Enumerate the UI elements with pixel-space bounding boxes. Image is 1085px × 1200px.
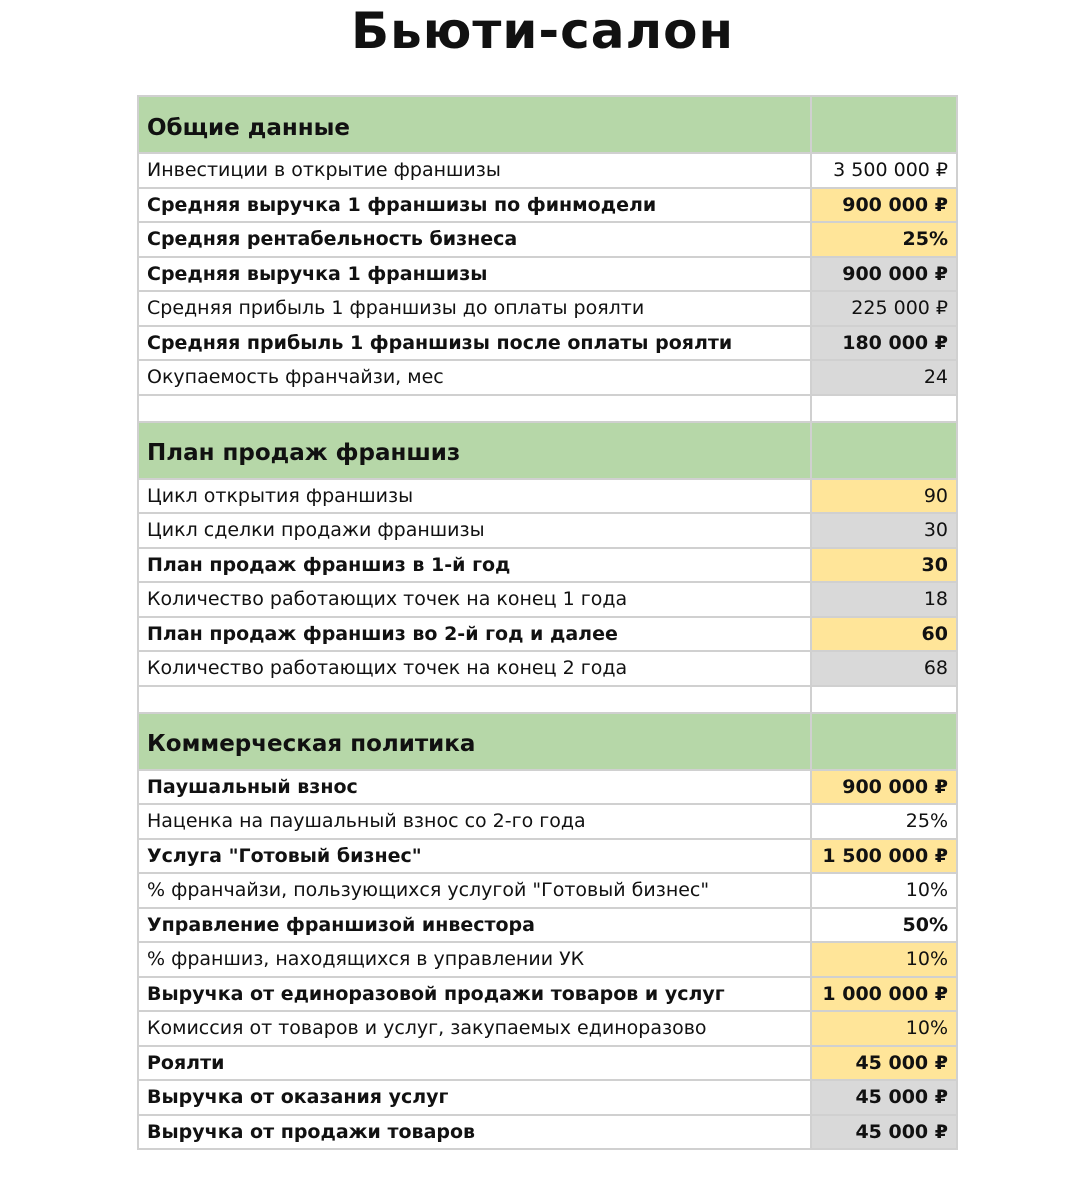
- row-value[interactable]: 900 000 ₽: [811, 257, 957, 292]
- section-header-value: [811, 422, 957, 479]
- row-label: % франшиз, находящихся в управлении УК: [138, 942, 811, 977]
- row-label: Выручка от оказания услуг: [138, 1080, 811, 1115]
- row-value[interactable]: 1 000 000 ₽: [811, 977, 957, 1012]
- row-value[interactable]: 25%: [811, 804, 957, 839]
- table-row: [138, 651, 957, 686]
- row-value[interactable]: 10%: [811, 942, 957, 977]
- table-row: [138, 291, 957, 326]
- row-label: Комиссия от товаров и услуг, закупаемых единоразово: [138, 1011, 811, 1046]
- row-label: Паушальный взнос: [138, 770, 811, 805]
- section-header: [138, 422, 957, 479]
- row-label: Средняя прибыль 1 франшизы до оплаты роялти: [138, 291, 811, 326]
- table-row: [138, 804, 957, 839]
- row-label: Цикл сделки продажи франшизы: [138, 513, 811, 548]
- row-label: Количество работающих точек на конец 1 года: [138, 582, 811, 617]
- spacer-row: [138, 686, 957, 713]
- row-label: Наценка на паушальный взнос со 2-го года: [138, 804, 811, 839]
- empty-cell: [138, 686, 811, 713]
- row-value[interactable]: 45 000 ₽: [811, 1115, 957, 1150]
- row-value[interactable]: 24: [811, 360, 957, 395]
- row-value[interactable]: 30: [811, 513, 957, 548]
- row-label: Выручка от продажи товаров: [138, 1115, 811, 1150]
- row-value[interactable]: 10%: [811, 1011, 957, 1046]
- row-label: Услуга "Готовый бизнес": [138, 839, 811, 874]
- section-header: [138, 713, 957, 770]
- table-row: [138, 1115, 957, 1150]
- table-row: [138, 513, 957, 548]
- table-row: [138, 582, 957, 617]
- table-row: [138, 1046, 957, 1081]
- table-row: [138, 873, 957, 908]
- table-row: [138, 942, 957, 977]
- row-value[interactable]: 1 500 000 ₽: [811, 839, 957, 874]
- row-value[interactable]: 10%: [811, 873, 957, 908]
- row-label: Цикл открытия франшизы: [138, 479, 811, 514]
- row-label: Управление франшизой инвестора: [138, 908, 811, 943]
- row-label: Инвестиции в открытие франшизы: [138, 153, 811, 188]
- row-label: План продаж франшиз во 2-й год и далее: [138, 617, 811, 652]
- section-header: [138, 96, 957, 153]
- table-row: [138, 908, 957, 943]
- row-value[interactable]: 30: [811, 548, 957, 583]
- franchise-table: [137, 95, 958, 1150]
- table-row: [138, 977, 957, 1012]
- spacer-row: [138, 395, 957, 422]
- table-row: [138, 153, 957, 188]
- row-value[interactable]: 45 000 ₽: [811, 1046, 957, 1081]
- row-value[interactable]: 68: [811, 651, 957, 686]
- row-label: Средняя прибыль 1 франшизы после оплаты роялти: [138, 326, 811, 361]
- row-label: Средняя рентабельность бизнеса: [138, 222, 811, 257]
- row-value[interactable]: 900 000 ₽: [811, 188, 957, 223]
- row-label: Роялти: [138, 1046, 811, 1081]
- section-title: Общие данные: [138, 96, 811, 153]
- row-label: Средняя выручка 1 франшизы: [138, 257, 811, 292]
- section-title: Коммерческая политика: [138, 713, 811, 770]
- row-value[interactable]: 3 500 000 ₽: [811, 153, 957, 188]
- row-label: % франчайзи, пользующихся услугой "Готовый бизнес": [138, 873, 811, 908]
- row-value[interactable]: 90: [811, 479, 957, 514]
- row-value[interactable]: 225 000 ₽: [811, 291, 957, 326]
- page-title: Бьюти-салон: [351, 2, 734, 60]
- row-value[interactable]: 60: [811, 617, 957, 652]
- table-row: [138, 222, 957, 257]
- table-row: [138, 257, 957, 292]
- empty-cell: [138, 395, 811, 422]
- row-label: Средняя выручка 1 франшизы по финмодели: [138, 188, 811, 223]
- table-row: [138, 770, 957, 805]
- table-row: [138, 188, 957, 223]
- row-label: План продаж франшиз в 1-й год: [138, 548, 811, 583]
- table-row: [138, 617, 957, 652]
- table-row: [138, 479, 957, 514]
- row-value[interactable]: 45 000 ₽: [811, 1080, 957, 1115]
- row-label: Количество работающих точек на конец 2 года: [138, 651, 811, 686]
- table-row: [138, 360, 957, 395]
- row-label: Выручка от единоразовой продажи товаров и услуг: [138, 977, 811, 1012]
- empty-cell: [811, 686, 957, 713]
- section-header-value: [811, 96, 957, 153]
- table-row: [138, 839, 957, 874]
- row-value[interactable]: 18: [811, 582, 957, 617]
- row-value[interactable]: 25%: [811, 222, 957, 257]
- section-title: План продаж франшиз: [138, 422, 811, 479]
- row-value[interactable]: 50%: [811, 908, 957, 943]
- table-row: [138, 1011, 957, 1046]
- row-value[interactable]: 900 000 ₽: [811, 770, 957, 805]
- table-row: [138, 326, 957, 361]
- empty-cell: [811, 395, 957, 422]
- table-row: [138, 548, 957, 583]
- section-header-value: [811, 713, 957, 770]
- row-value[interactable]: 180 000 ₽: [811, 326, 957, 361]
- row-label: Окупаемость франчайзи, мес: [138, 360, 811, 395]
- table-row: [138, 1080, 957, 1115]
